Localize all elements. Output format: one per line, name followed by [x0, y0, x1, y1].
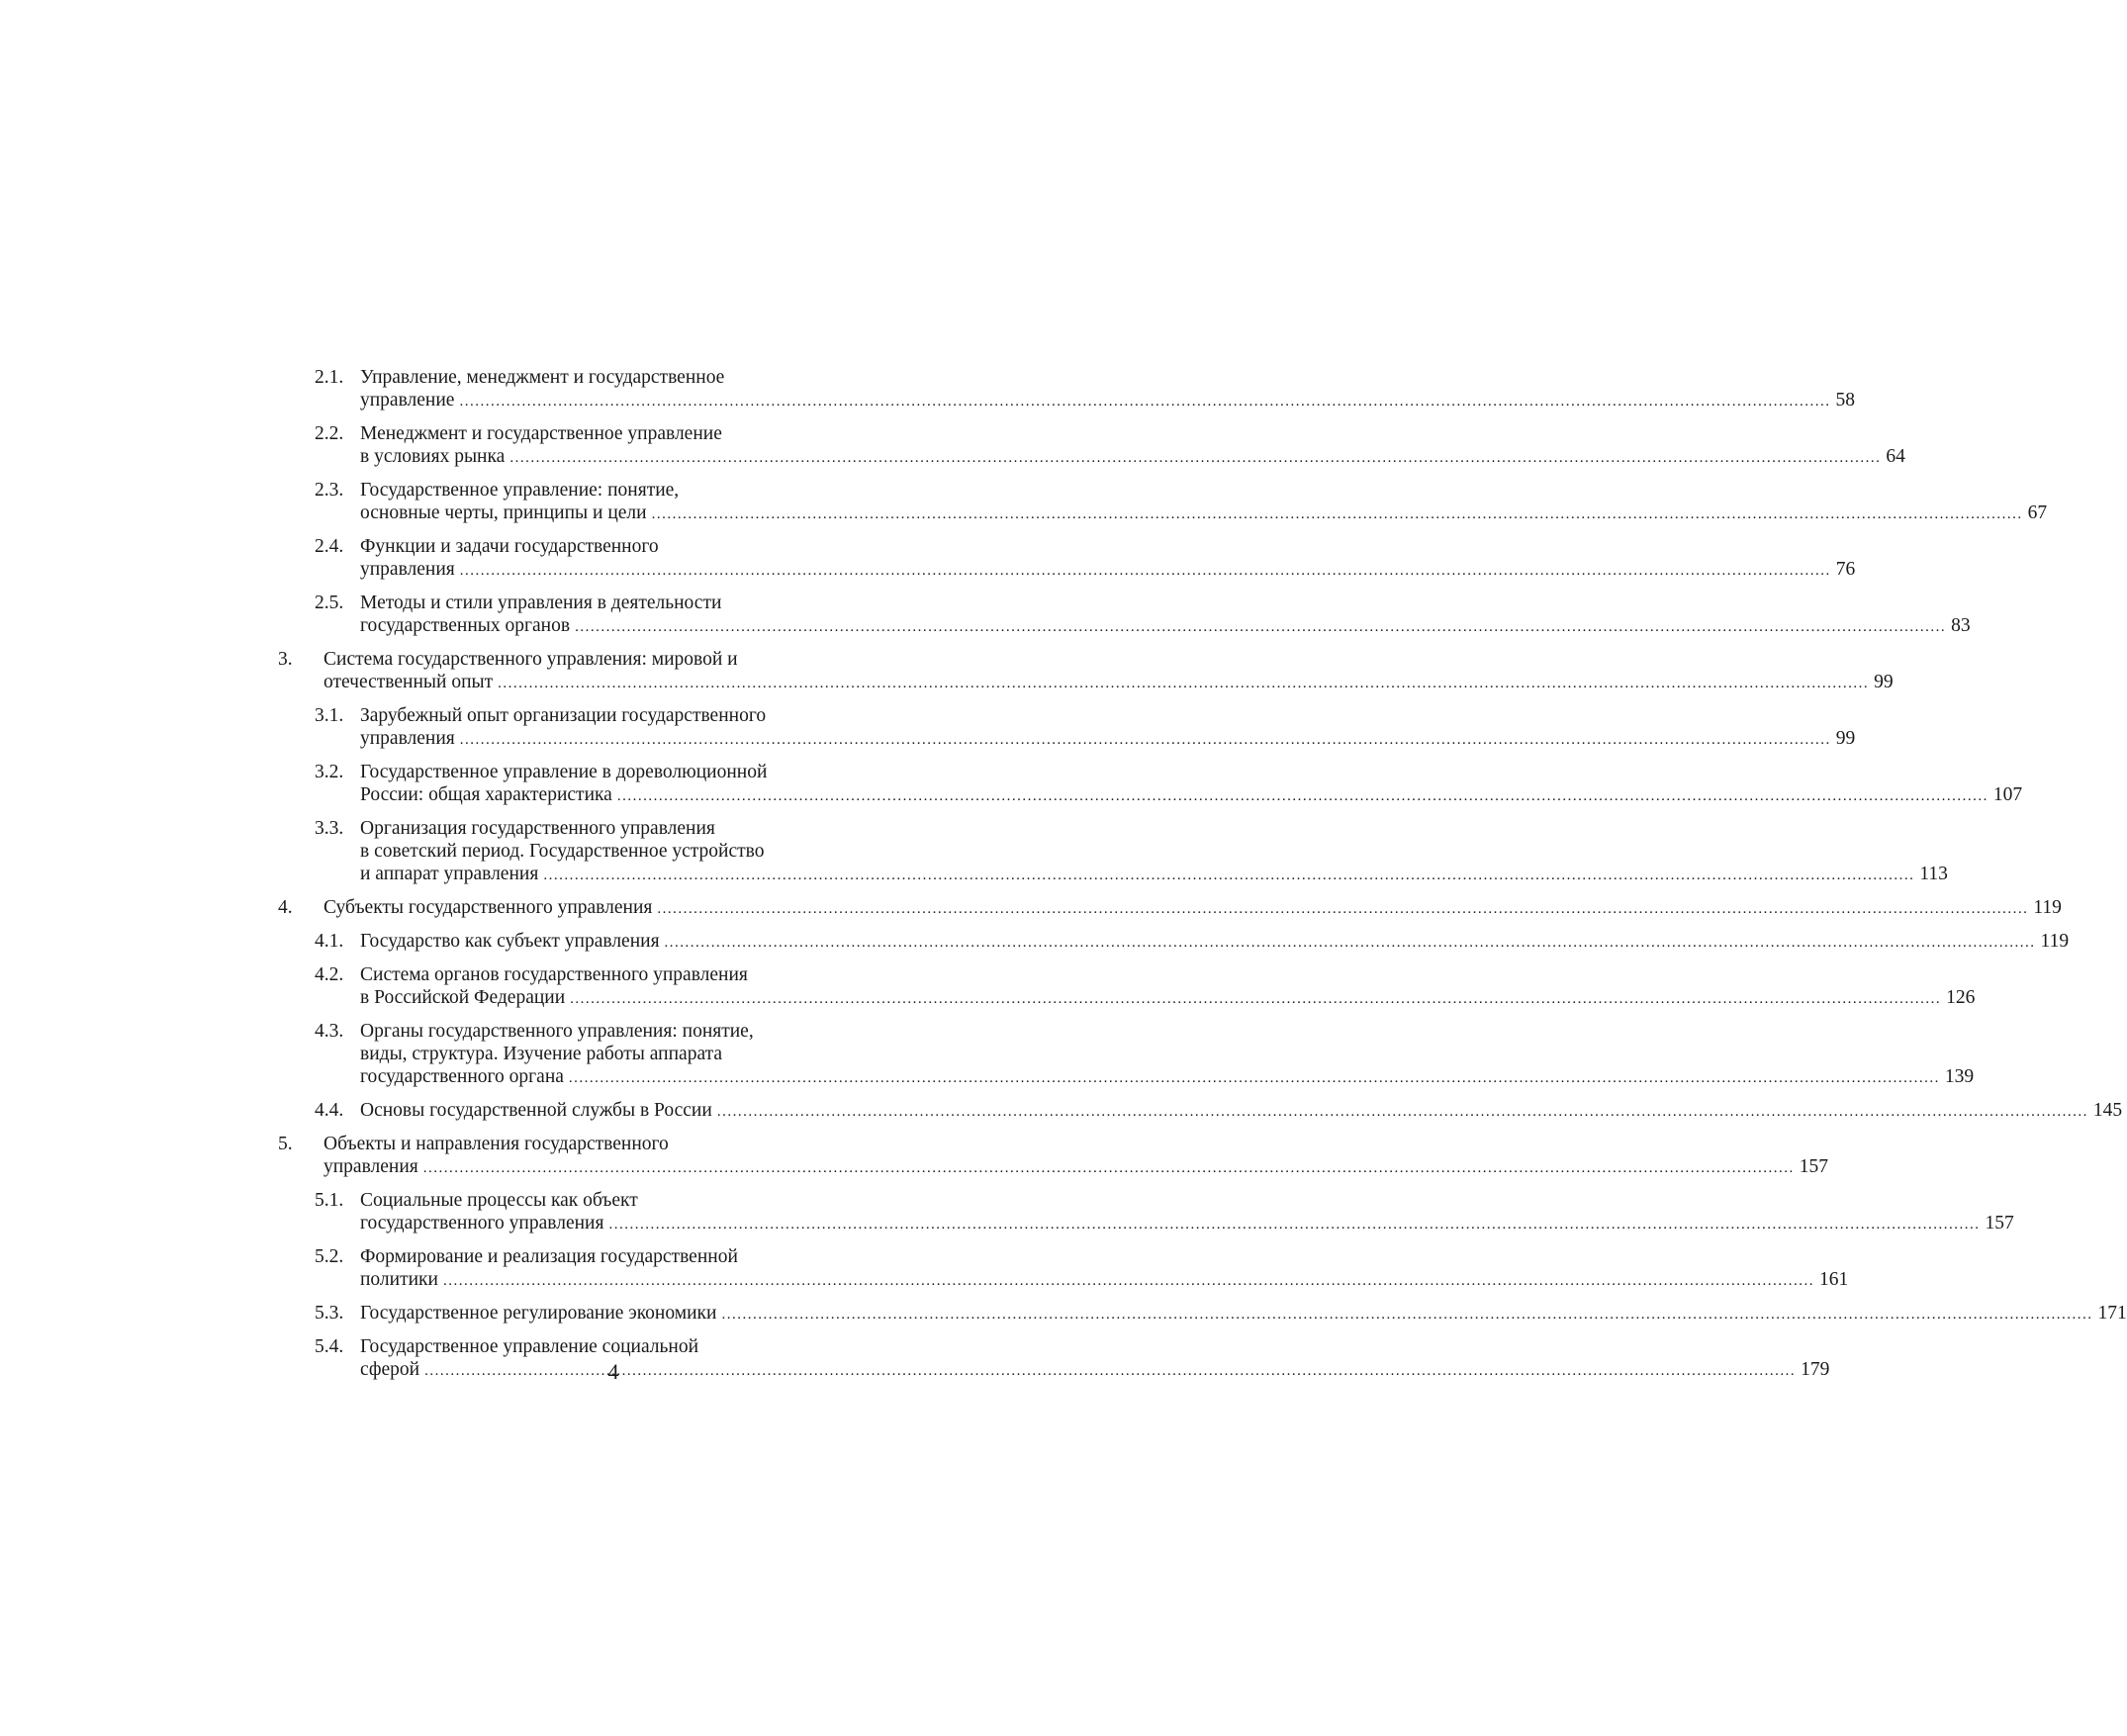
toc-entry-title-line: Методы и стили управления в деятельности — [360, 593, 722, 613]
toc-entry-last-line — [360, 986, 1975, 1011]
dot-leader — [423, 1157, 1795, 1180]
toc-entry-title-line: в советский период. Государственное устройство — [360, 841, 765, 862]
toc-entry-number: 4.1. — [315, 931, 344, 952]
toc-chapter-entry[interactable] — [278, 1133, 1829, 1180]
dot-leader — [657, 898, 2028, 921]
toc-subsection-entry[interactable] — [315, 366, 1855, 413]
toc-entry-title-line: основные черты, принципы и цели — [360, 503, 647, 523]
dot-leader — [459, 391, 1830, 413]
toc-entry-last-line — [360, 1099, 2122, 1124]
toc-entry-last-line — [360, 502, 2047, 526]
toc-subsection-entry[interactable] — [315, 817, 1948, 887]
toc-entry-title — [360, 930, 2069, 955]
toc-entry-page: 113 — [1919, 864, 1948, 884]
toc-entry-title — [360, 817, 1948, 887]
toc-subsection-entry[interactable] — [315, 930, 2070, 955]
dot-leader — [443, 1270, 1814, 1293]
toc-entry-number: 2.2. — [315, 423, 344, 444]
toc-subsection-entry[interactable] — [315, 592, 1971, 639]
toc-entry-title — [360, 1099, 2122, 1124]
toc-entry-page: 58 — [1835, 390, 1855, 411]
toc-entry-title-line: государственного органа — [360, 1066, 564, 1087]
toc-entry-title — [360, 761, 2022, 808]
toc-entry-last-line — [360, 783, 2022, 808]
toc-entry-number: 5.2. — [315, 1246, 344, 1267]
toc-entry-title — [360, 704, 1855, 752]
toc-entry-page: 126 — [1946, 987, 1976, 1008]
toc-entry-title-line: Управление, менеджмент и государственное — [360, 367, 725, 388]
toc-entry-page: 99 — [1835, 728, 1856, 749]
toc-entry-title-line: политики — [360, 1269, 438, 1290]
toc-entry-title-line: сферой — [360, 1359, 420, 1380]
toc-entry-last-line — [360, 1212, 2014, 1236]
toc-entry-number: 2.3. — [315, 480, 344, 501]
dot-leader — [617, 785, 1988, 808]
toc-entry-title-line: Субъекты государственного управления — [324, 897, 653, 918]
dot-leader — [569, 1067, 1940, 1090]
table-of-contents — [278, 366, 2127, 1392]
toc-entry-last-line — [324, 896, 2062, 921]
toc-entry-page: 119 — [2033, 897, 2062, 918]
toc-entry-title — [324, 1133, 1828, 1180]
toc-entry-title-line: Формирование и реализация государственной — [360, 1246, 738, 1267]
toc-entry-title-line: Система органов государственного управления — [360, 964, 748, 985]
dot-leader — [665, 932, 2036, 955]
dot-leader — [498, 673, 1869, 695]
toc-entry-last-line — [324, 1155, 1828, 1180]
toc-entry-number: 3.1. — [315, 705, 344, 726]
toc-entry-last-line — [360, 445, 1905, 470]
toc-entry-title-line: управления — [360, 559, 455, 580]
toc-entry-title — [360, 422, 1905, 470]
dot-leader — [721, 1304, 2092, 1326]
toc-entry-last-line — [360, 558, 1855, 583]
toc-entry-title — [360, 479, 2047, 526]
toc-entry-page: 161 — [1818, 1269, 1849, 1290]
toc-entry-last-line — [324, 671, 1894, 695]
toc-entry-page: 179 — [1801, 1359, 1830, 1380]
toc-entry-number: 4.2. — [315, 964, 344, 985]
page-number: 4 — [607, 1359, 619, 1384]
toc-entry-number: 2.5. — [315, 593, 344, 613]
toc-entry-number: 3. — [278, 649, 293, 670]
toc-subsection-entry[interactable] — [315, 1245, 1849, 1293]
toc-entry-title-line: Организация государственного управления — [360, 818, 715, 839]
toc-entry-title — [360, 1302, 2127, 1326]
toc-entry-title — [360, 1245, 1848, 1293]
toc-entry-number: 2.1. — [315, 367, 344, 388]
toc-entry-title — [360, 535, 1855, 583]
toc-entry-title-line: Государственное регулирование экономики — [360, 1303, 717, 1324]
toc-subsection-entry[interactable] — [315, 422, 1905, 470]
toc-entry-title-line: Социальные процессы как объект — [360, 1190, 638, 1211]
toc-entry-title-line: управления — [324, 1156, 418, 1177]
toc-subsection-entry[interactable] — [315, 761, 2023, 808]
dot-leader — [570, 988, 1941, 1011]
toc-entry-title-line: Государственное управление: понятие, — [360, 480, 680, 501]
toc-entry-title-line: и аппарат управления — [360, 864, 539, 884]
toc-entry-page: 76 — [1835, 559, 1856, 580]
toc-entry-title-line: Менеджмент и государственное управление — [360, 423, 722, 444]
dot-leader — [509, 447, 1881, 470]
toc-subsection-entry[interactable] — [315, 479, 2048, 526]
toc-subsection-entry[interactable] — [315, 1189, 2014, 1236]
toc-entry-title-line: в условиях рынка — [360, 446, 506, 467]
toc-entry-title-line: управление — [360, 390, 455, 411]
toc-entry-page: 139 — [1944, 1066, 1975, 1087]
toc-entry-title-line: Основы государственной службы в России — [360, 1100, 712, 1121]
toc-entry-title — [324, 896, 2062, 921]
toc-entry-title-line: управления — [360, 728, 455, 749]
toc-entry-number: 3.2. — [315, 762, 344, 782]
toc-entry-number: 4. — [278, 897, 293, 918]
toc-entry-last-line — [360, 389, 1855, 413]
toc-entry-number: 4.3. — [315, 1021, 344, 1042]
dot-leader — [460, 729, 1831, 752]
toc-chapter-entry[interactable] — [278, 896, 2062, 921]
toc-entry-last-line — [360, 1268, 1848, 1293]
toc-entry-page: 157 — [1799, 1156, 1829, 1177]
toc-subsection-entry[interactable] — [315, 704, 1856, 752]
toc-entry-last-line — [360, 614, 1971, 639]
toc-entry-title — [360, 592, 1971, 639]
toc-entry-title-line: Органы государственного управления: понятие, — [360, 1021, 754, 1042]
toc-entry-number: 2.4. — [315, 536, 344, 557]
toc-subsection-entry[interactable] — [315, 963, 1976, 1011]
toc-entry-number: 3.3. — [315, 818, 344, 839]
toc-subsection-entry[interactable] — [315, 1020, 1975, 1090]
toc-entry-title-line: Зарубежный опыт организации государственного — [360, 705, 767, 726]
toc-entry-number: 5.1. — [315, 1190, 344, 1211]
toc-entry-last-line — [360, 1302, 2127, 1326]
toc-entry-number: 5.3. — [315, 1303, 344, 1324]
toc-entry-title-line: в Российской Федерации — [360, 987, 566, 1008]
toc-entry-page: 107 — [1992, 784, 2023, 805]
toc-entry-title-line: отечественный опыт — [324, 672, 494, 692]
toc-entry-title-line: Государственное управление в дореволюционной — [360, 762, 768, 782]
toc-entry-title — [360, 963, 1975, 1011]
toc-entry-page: 83 — [1951, 615, 1971, 636]
toc-entry-title — [324, 648, 1894, 695]
toc-entry-title-line: государственных органов — [360, 615, 571, 636]
toc-entry-title-line: Государство как субъект управления — [360, 931, 660, 952]
dot-leader — [460, 560, 1831, 583]
toc-entry-page: 67 — [2027, 503, 2048, 523]
toc-entry-title-line: Система государственного управления: мировой и — [324, 649, 738, 670]
toc-subsection-entry[interactable] — [315, 535, 1856, 583]
dot-leader — [717, 1101, 2088, 1124]
toc-entry-page: 119 — [2040, 931, 2070, 952]
toc-entry-page: 171 — [2097, 1303, 2127, 1324]
toc-chapter-entry[interactable] — [278, 648, 1894, 695]
toc-subsection-entry[interactable] — [315, 1302, 2127, 1326]
toc-entry-page: 99 — [1874, 672, 1894, 692]
toc-entry-last-line — [360, 727, 1855, 752]
toc-entry-title-line: Государственное управление социальной — [360, 1336, 699, 1357]
toc-entry-title-line: государственного управления — [360, 1213, 604, 1233]
dot-leader — [575, 616, 1946, 639]
toc-entry-title-line: виды, структура. Изучение работы аппарата — [360, 1044, 723, 1064]
toc-entry-title-line: Объекты и направления государственного — [324, 1134, 669, 1154]
toc-entry-title — [360, 1020, 1974, 1090]
dot-leader — [608, 1214, 1980, 1236]
toc-entry-title — [360, 1189, 2014, 1236]
toc-entry-page: 145 — [2092, 1100, 2123, 1121]
toc-entry-number: 5. — [278, 1134, 293, 1154]
toc-entry-page: 157 — [1985, 1213, 2014, 1233]
toc-entry-last-line — [360, 1065, 1974, 1090]
dot-leader — [652, 503, 2023, 526]
toc-entry-last-line — [360, 930, 2069, 955]
toc-entry-page: 64 — [1886, 446, 1905, 467]
toc-subsection-entry[interactable] — [315, 1099, 2123, 1124]
toc-entry-number: 5.4. — [315, 1336, 344, 1357]
toc-entry-number: 4.4. — [315, 1100, 344, 1121]
toc-entry-title — [360, 366, 1855, 413]
toc-entry-title-line: России: общая характеристика — [360, 784, 612, 805]
toc-entry-last-line — [360, 863, 1948, 887]
toc-entry-title-line: Функции и задачи государственного — [360, 536, 659, 557]
dot-leader — [543, 865, 1914, 887]
